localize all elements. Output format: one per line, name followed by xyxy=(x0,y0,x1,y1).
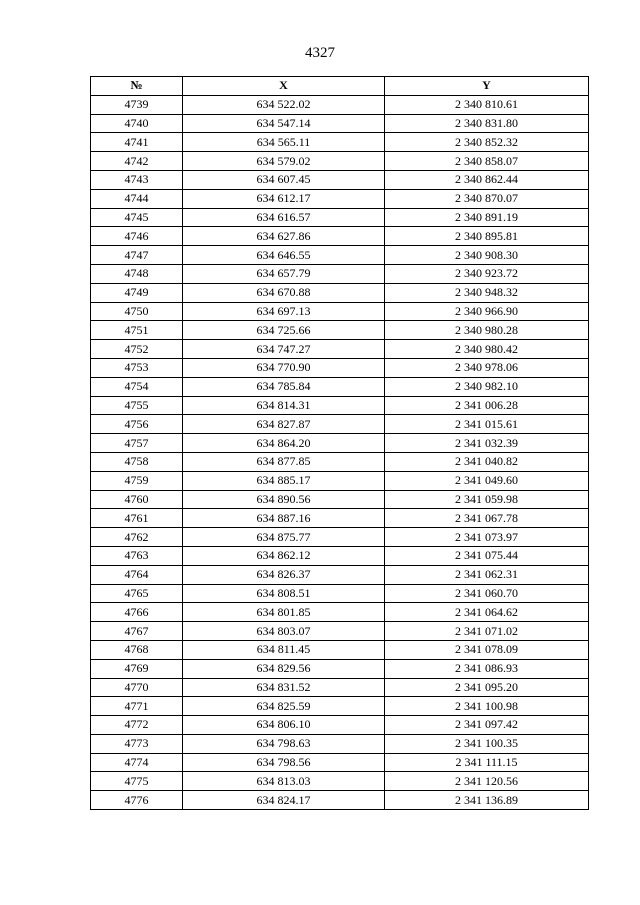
cell-y: 2 340 948.32 xyxy=(385,283,589,302)
cell-number: 4752 xyxy=(91,340,183,359)
cell-x: 634 826.37 xyxy=(183,565,385,584)
cell-y: 2 341 100.98 xyxy=(385,697,589,716)
cell-y: 2 340 891.19 xyxy=(385,208,589,227)
table-header-row xyxy=(91,77,589,96)
cell-y: 2 340 980.42 xyxy=(385,340,589,359)
cell-number: 4771 xyxy=(91,697,183,716)
column-header-number: № xyxy=(91,77,183,96)
cell-y: 2 341 095.20 xyxy=(385,678,589,697)
table-row xyxy=(91,283,589,302)
cell-x: 634 801.85 xyxy=(183,603,385,622)
cell-x: 634 616.57 xyxy=(183,208,385,227)
cell-y: 2 341 067.78 xyxy=(385,509,589,528)
cell-number: 4763 xyxy=(91,546,183,565)
column-header-y: Y xyxy=(385,77,589,96)
cell-y: 2 340 895.81 xyxy=(385,227,589,246)
cell-number: 4761 xyxy=(91,509,183,528)
cell-y: 2 341 006.28 xyxy=(385,396,589,415)
cell-x: 634 785.84 xyxy=(183,377,385,396)
table-row xyxy=(91,791,589,810)
table-row xyxy=(91,490,589,509)
table-row xyxy=(91,640,589,659)
cell-number: 4750 xyxy=(91,302,183,321)
cell-y: 2 340 982.10 xyxy=(385,377,589,396)
cell-y: 2 341 040.82 xyxy=(385,452,589,471)
table-row xyxy=(91,659,589,678)
cell-x: 634 657.79 xyxy=(183,264,385,283)
table-row xyxy=(91,302,589,321)
cell-number: 4746 xyxy=(91,227,183,246)
cell-y: 2 341 060.70 xyxy=(385,584,589,603)
table-row xyxy=(91,340,589,359)
cell-number: 4774 xyxy=(91,753,183,772)
cell-y: 2 341 071.02 xyxy=(385,622,589,641)
cell-x: 634 814.31 xyxy=(183,396,385,415)
cell-y: 2 340 923.72 xyxy=(385,264,589,283)
cell-x: 634 825.59 xyxy=(183,697,385,716)
cell-x: 634 877.85 xyxy=(183,452,385,471)
cell-x: 634 670.88 xyxy=(183,283,385,302)
table-row xyxy=(91,528,589,547)
cell-number: 4765 xyxy=(91,584,183,603)
cell-y: 2 340 810.61 xyxy=(385,95,589,114)
cell-number: 4749 xyxy=(91,283,183,302)
cell-x: 634 565.11 xyxy=(183,133,385,152)
table-row xyxy=(91,246,589,265)
cell-x: 634 862.12 xyxy=(183,546,385,565)
cell-number: 4755 xyxy=(91,396,183,415)
cell-x: 634 798.63 xyxy=(183,734,385,753)
cell-x: 634 770.90 xyxy=(183,358,385,377)
cell-x: 634 875.77 xyxy=(183,528,385,547)
table-row xyxy=(91,565,589,584)
cell-number: 4751 xyxy=(91,321,183,340)
table-row xyxy=(91,452,589,471)
cell-number: 4743 xyxy=(91,170,183,189)
cell-number: 4745 xyxy=(91,208,183,227)
cell-number: 4764 xyxy=(91,565,183,584)
cell-number: 4769 xyxy=(91,659,183,678)
table-row xyxy=(91,321,589,340)
cell-x: 634 811.45 xyxy=(183,640,385,659)
table-row xyxy=(91,603,589,622)
cell-number: 4739 xyxy=(91,95,183,114)
cell-x: 634 806.10 xyxy=(183,716,385,735)
table-row xyxy=(91,772,589,791)
cell-x: 634 612.17 xyxy=(183,189,385,208)
table-row xyxy=(91,152,589,171)
cell-x: 634 824.17 xyxy=(183,791,385,810)
table-body xyxy=(91,95,589,809)
cell-number: 4748 xyxy=(91,264,183,283)
cell-y: 2 341 136.89 xyxy=(385,791,589,810)
cell-y: 2 341 097.42 xyxy=(385,716,589,735)
cell-y: 2 340 980.28 xyxy=(385,321,589,340)
cell-y: 2 340 966.90 xyxy=(385,302,589,321)
cell-y: 2 341 015.61 xyxy=(385,415,589,434)
table-row xyxy=(91,753,589,772)
cell-x: 634 829.56 xyxy=(183,659,385,678)
table-row xyxy=(91,170,589,189)
table-row xyxy=(91,697,589,716)
cell-x: 634 831.52 xyxy=(183,678,385,697)
table-row xyxy=(91,133,589,152)
cell-x: 634 547.14 xyxy=(183,114,385,133)
cell-y: 2 340 858.07 xyxy=(385,152,589,171)
cell-y: 2 341 062.31 xyxy=(385,565,589,584)
cell-number: 4762 xyxy=(91,528,183,547)
table-row xyxy=(91,716,589,735)
table-row xyxy=(91,358,589,377)
cell-number: 4757 xyxy=(91,434,183,453)
cell-y: 2 341 073.97 xyxy=(385,528,589,547)
cell-x: 634 579.02 xyxy=(183,152,385,171)
cell-y: 2 340 831.80 xyxy=(385,114,589,133)
cell-number: 4770 xyxy=(91,678,183,697)
cell-number: 4766 xyxy=(91,603,183,622)
table-row xyxy=(91,471,589,490)
cell-number: 4754 xyxy=(91,377,183,396)
table-row xyxy=(91,415,589,434)
table-row xyxy=(91,509,589,528)
cell-y: 2 341 120.56 xyxy=(385,772,589,791)
table-row xyxy=(91,678,589,697)
cell-x: 634 803.07 xyxy=(183,622,385,641)
cell-x: 634 646.55 xyxy=(183,246,385,265)
cell-number: 4767 xyxy=(91,622,183,641)
cell-x: 634 627.86 xyxy=(183,227,385,246)
cell-number: 4740 xyxy=(91,114,183,133)
cell-x: 634 890.56 xyxy=(183,490,385,509)
cell-y: 2 340 852.32 xyxy=(385,133,589,152)
cell-x: 634 827.87 xyxy=(183,415,385,434)
cell-x: 634 607.45 xyxy=(183,170,385,189)
cell-number: 4773 xyxy=(91,734,183,753)
cell-x: 634 813.03 xyxy=(183,772,385,791)
cell-x: 634 885.17 xyxy=(183,471,385,490)
cell-number: 4772 xyxy=(91,716,183,735)
cell-x: 634 725.66 xyxy=(183,321,385,340)
table-row xyxy=(91,434,589,453)
cell-y: 2 340 862.44 xyxy=(385,170,589,189)
table-row xyxy=(91,546,589,565)
table-row xyxy=(91,114,589,133)
cell-y: 2 340 870.07 xyxy=(385,189,589,208)
cell-y: 2 341 111.15 xyxy=(385,753,589,772)
cell-y: 2 341 032.39 xyxy=(385,434,589,453)
table-row xyxy=(91,734,589,753)
cell-y: 2 340 978.06 xyxy=(385,358,589,377)
table-row xyxy=(91,227,589,246)
cell-number: 4759 xyxy=(91,471,183,490)
cell-y: 2 341 075.44 xyxy=(385,546,589,565)
cell-number: 4753 xyxy=(91,358,183,377)
cell-number: 4760 xyxy=(91,490,183,509)
table-row xyxy=(91,208,589,227)
cell-number: 4775 xyxy=(91,772,183,791)
cell-x: 634 522.02 xyxy=(183,95,385,114)
cell-y: 2 340 908.30 xyxy=(385,246,589,265)
cell-y: 2 341 064.62 xyxy=(385,603,589,622)
cell-x: 634 798.56 xyxy=(183,753,385,772)
table-row xyxy=(91,189,589,208)
cell-y: 2 341 086.93 xyxy=(385,659,589,678)
cell-x: 634 808.51 xyxy=(183,584,385,603)
column-header-x: X xyxy=(183,77,385,96)
table-row xyxy=(91,584,589,603)
cell-y: 2 341 100.35 xyxy=(385,734,589,753)
page-number: 4327 xyxy=(305,45,335,61)
cell-x: 634 747.27 xyxy=(183,340,385,359)
cell-number: 4741 xyxy=(91,133,183,152)
cell-number: 4742 xyxy=(91,152,183,171)
table-row xyxy=(91,622,589,641)
table-row xyxy=(91,396,589,415)
cell-number: 4768 xyxy=(91,640,183,659)
cell-x: 634 697.13 xyxy=(183,302,385,321)
cell-y: 2 341 078.09 xyxy=(385,640,589,659)
coordinates-table xyxy=(90,76,589,810)
cell-x: 634 864.20 xyxy=(183,434,385,453)
cell-number: 4776 xyxy=(91,791,183,810)
cell-number: 4747 xyxy=(91,246,183,265)
cell-number: 4758 xyxy=(91,452,183,471)
cell-x: 634 887.16 xyxy=(183,509,385,528)
cell-y: 2 341 049.60 xyxy=(385,471,589,490)
table-row xyxy=(91,95,589,114)
table-row xyxy=(91,377,589,396)
cell-number: 4756 xyxy=(91,415,183,434)
table-row xyxy=(91,264,589,283)
cell-y: 2 341 059.98 xyxy=(385,490,589,509)
cell-number: 4744 xyxy=(91,189,183,208)
